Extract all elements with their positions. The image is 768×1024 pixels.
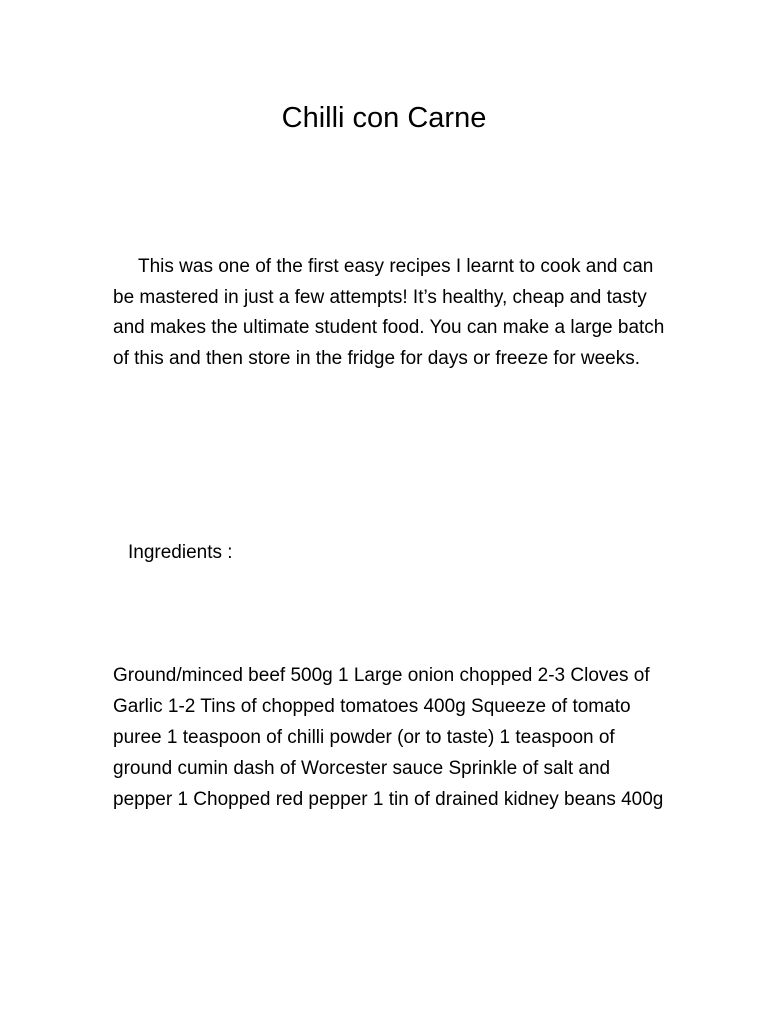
recipe-title: Chilli con Carne [281, 102, 487, 134]
recipe-intro-paragraph: This was one of the first easy recipes I learnt to cook and can be mastered in just a few attempts! It’s healthy, cheap and tasty and makes the ultimate student food. You can make a large batch of this and then store in the fridge for days or freeze for weeks. [113, 256, 665, 369]
ingredients-heading: Ingredients : [128, 542, 233, 563]
ingredients-list: Ground/minced beef 500g 1 Large onion chopped 2-3 Cloves of Garlic 1-2 Tins of chopped tomatoes 400g Squeeze of tomato puree 1 teaspoon of chilli powder (or to taste) 1 teaspoon of ground cumin dash of Worcester sauce Sprinkle of salt and pepper 1 Chopped red pepper 1 tin of drained kidney beans 400g [113, 665, 664, 810]
